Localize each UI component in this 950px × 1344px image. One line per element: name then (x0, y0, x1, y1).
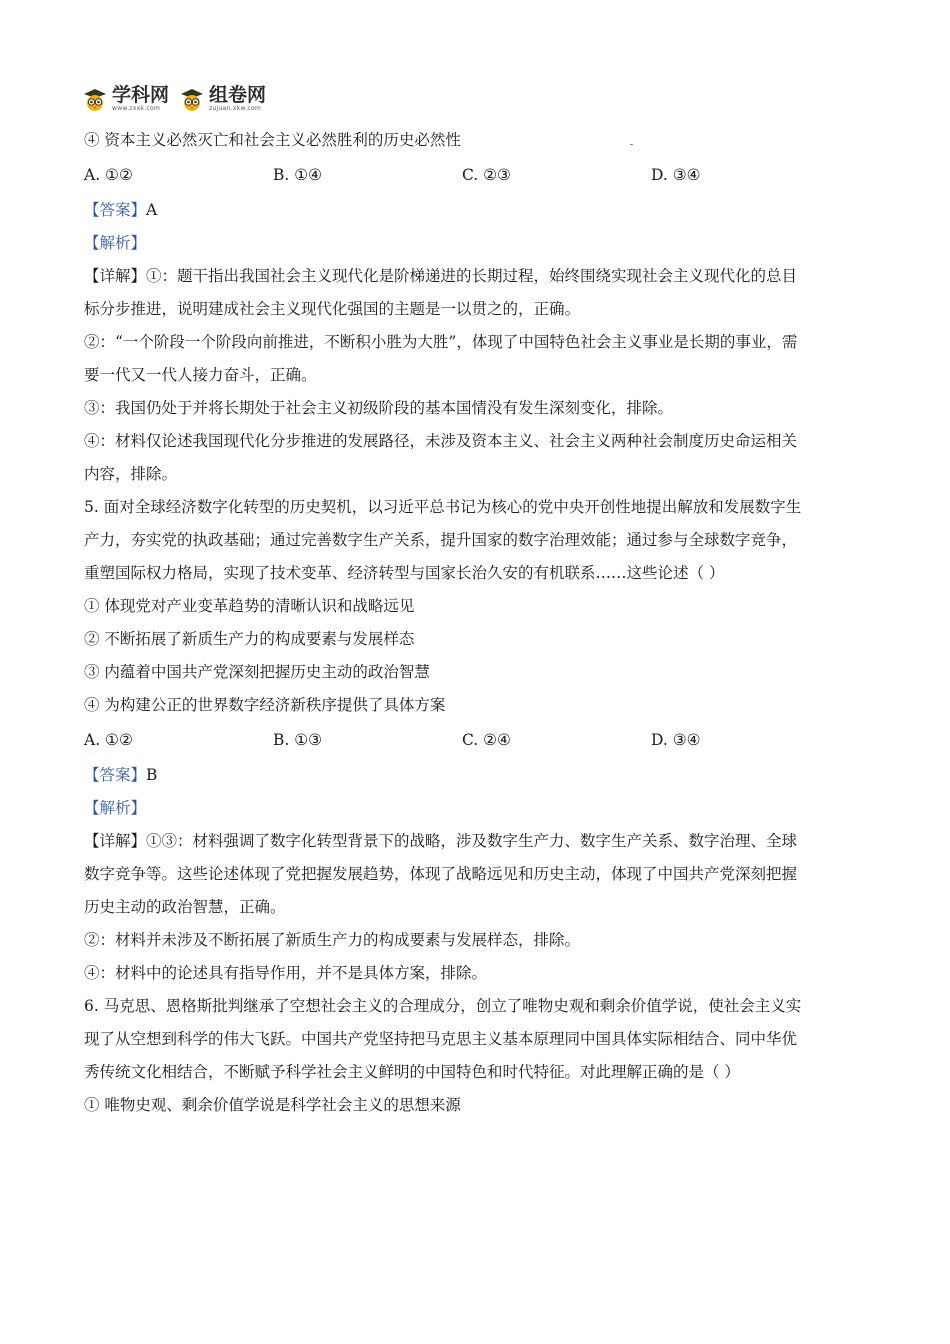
q5-stem-line: 产力，夯实党的执政基础；通过完善数字生产关系，提升国家的数字治理效能；通过参与全球数字竞争， (84, 531, 798, 549)
q4-answer-value: A (146, 201, 158, 219)
q6-stem-line: 6. 马克思、恩格斯批判继承了空想社会主义的合理成分，创立了唯物史观和剩余价值学说，使社会主义实 (84, 997, 802, 1015)
zujuan-logo-name: 组卷网 (209, 84, 267, 106)
zujuan-logo[interactable] (179, 86, 266, 112)
q4-item-4: ④ 资本主义必然灭亡和社会主义必然胜利的历史必然性 (84, 131, 461, 149)
zxxk-logo-name: 学科网 (112, 84, 170, 106)
q4-detail-line: 标分步推进，说明建成社会主义现代化强国的主题是一以贯之的，正确。 (84, 300, 581, 318)
zxxk-logo[interactable] (82, 86, 169, 112)
q5-detail-line: ②：材料并未涉及不断拓展了新质生产力的构成要素与发展样态，排除。 (84, 931, 581, 949)
q4-detail-line: 内容，排除。 (84, 465, 178, 483)
q4-answer (84, 194, 874, 227)
q4-detail-line: ③：我国仍处于并将长期处于社会主义初级阶段的基本国情没有发生深刻变化，排除。 (84, 399, 674, 417)
q5-answer-value: B (146, 766, 158, 784)
q5-option-a: A. ①② (84, 731, 133, 749)
q4-analysis-tag: 【解析】 (84, 234, 147, 252)
q5-stem-line: 5. 面对全球经济数字化转型的历史契机，以习近平总书记为核心的党中央开创性地提出解放和发展数字生 (84, 498, 802, 516)
q5-item-1: ① 体现党对产业变革趋势的清晰认识和战略远见 (84, 597, 415, 615)
zujuan-owl-logo-icon (179, 86, 205, 112)
q4-option-c: C. ②③ (462, 166, 511, 184)
q4-option-a: A. ①② (84, 166, 133, 184)
q4-option-b: B. ①④ (273, 166, 323, 184)
zujuan-logo-url: zujuan.xkw.com (209, 105, 262, 112)
q5-detail-line: 【详解】①③：材料强调了数字化转型背景下的战略，涉及数字生产力、数字生产关系、数字治理、全球 (84, 832, 798, 850)
q5-item-2: ② 不断拓展了新质生产力的构成要素与发展样态 (84, 630, 415, 648)
q6-stem-line: 现了从空想到科学的伟大飞跃。中国共产党坚持把马克思主义基本原理同中国具体实际相结合、同中华优 (84, 1030, 798, 1048)
q4-option-d: D. ③④ (651, 166, 701, 184)
q5-analysis-tag: 【解析】 (84, 799, 147, 817)
q5-options (84, 722, 874, 759)
zxxk-owl-logo-icon (82, 86, 108, 112)
q5-option-d: D. ③④ (651, 731, 701, 749)
q4-detail-line: ④：材料仅论述我国现代化分步推进的发展路径，未涉及资本主义、社会主义两种社会制度历史命运相关 (84, 432, 798, 450)
document-body (84, 124, 874, 1122)
q6-stem-line: 秀传统文化相结合，不断赋予科学社会主义鲜明的中国特色和时代特征。对此理解正确的是（ ） (84, 1063, 740, 1081)
q5-detail-line: 数字竞争等。这些论述体现了党把握发展趋势，体现了战略远见和历史主动，体现了中国共产党深刻把握 (84, 865, 798, 883)
q5-item-4: ④ 为构建公正的世界数字经济新秩序提供了具体方案 (84, 696, 446, 714)
q5-answer (84, 759, 874, 792)
q5-option-b: B. ①③ (273, 731, 323, 749)
q6-item-1: ① 唯物史观、剩余价值学说是科学社会主义的思想来源 (84, 1096, 461, 1114)
q5-item-3: ③ 内蕴着中国共产党深刻把握历史主动的政治智慧 (84, 663, 430, 681)
q4-detail-line: ②：“一个阶段一个阶段向前推进，不断积小胜为大胜”，体现了中国特色社会主义事业是长期的事业，需 (84, 333, 798, 351)
zxxk-logo-url: www.zxxk.com (112, 105, 161, 112)
q4-detail-line: 【详解】①：题干指出我国社会主义现代化是阶梯递进的长期过程，始终围绕实现社会主义现代化的总目 (84, 267, 798, 285)
q4-answer-tag: 【答案】 (84, 201, 147, 219)
q4-options (84, 157, 874, 194)
q5-detail-line: ④：材料中的论述具有指导作用，并不是具体方案，排除。 (84, 964, 488, 982)
q4-detail-line: 要一代又一代人接力奋斗，正确。 (84, 366, 317, 384)
page-header (82, 82, 266, 116)
q5-stem-line: 重塑国际权力格局，实现了技术变革、经济转型与国家长治久安的有机联系……这些论述（ ） (84, 564, 725, 582)
q5-option-c: C. ②④ (462, 731, 511, 749)
q5-answer-tag: 【答案】 (84, 766, 147, 784)
q5-detail-line: 历史主动的政治智慧，正确。 (84, 898, 286, 916)
